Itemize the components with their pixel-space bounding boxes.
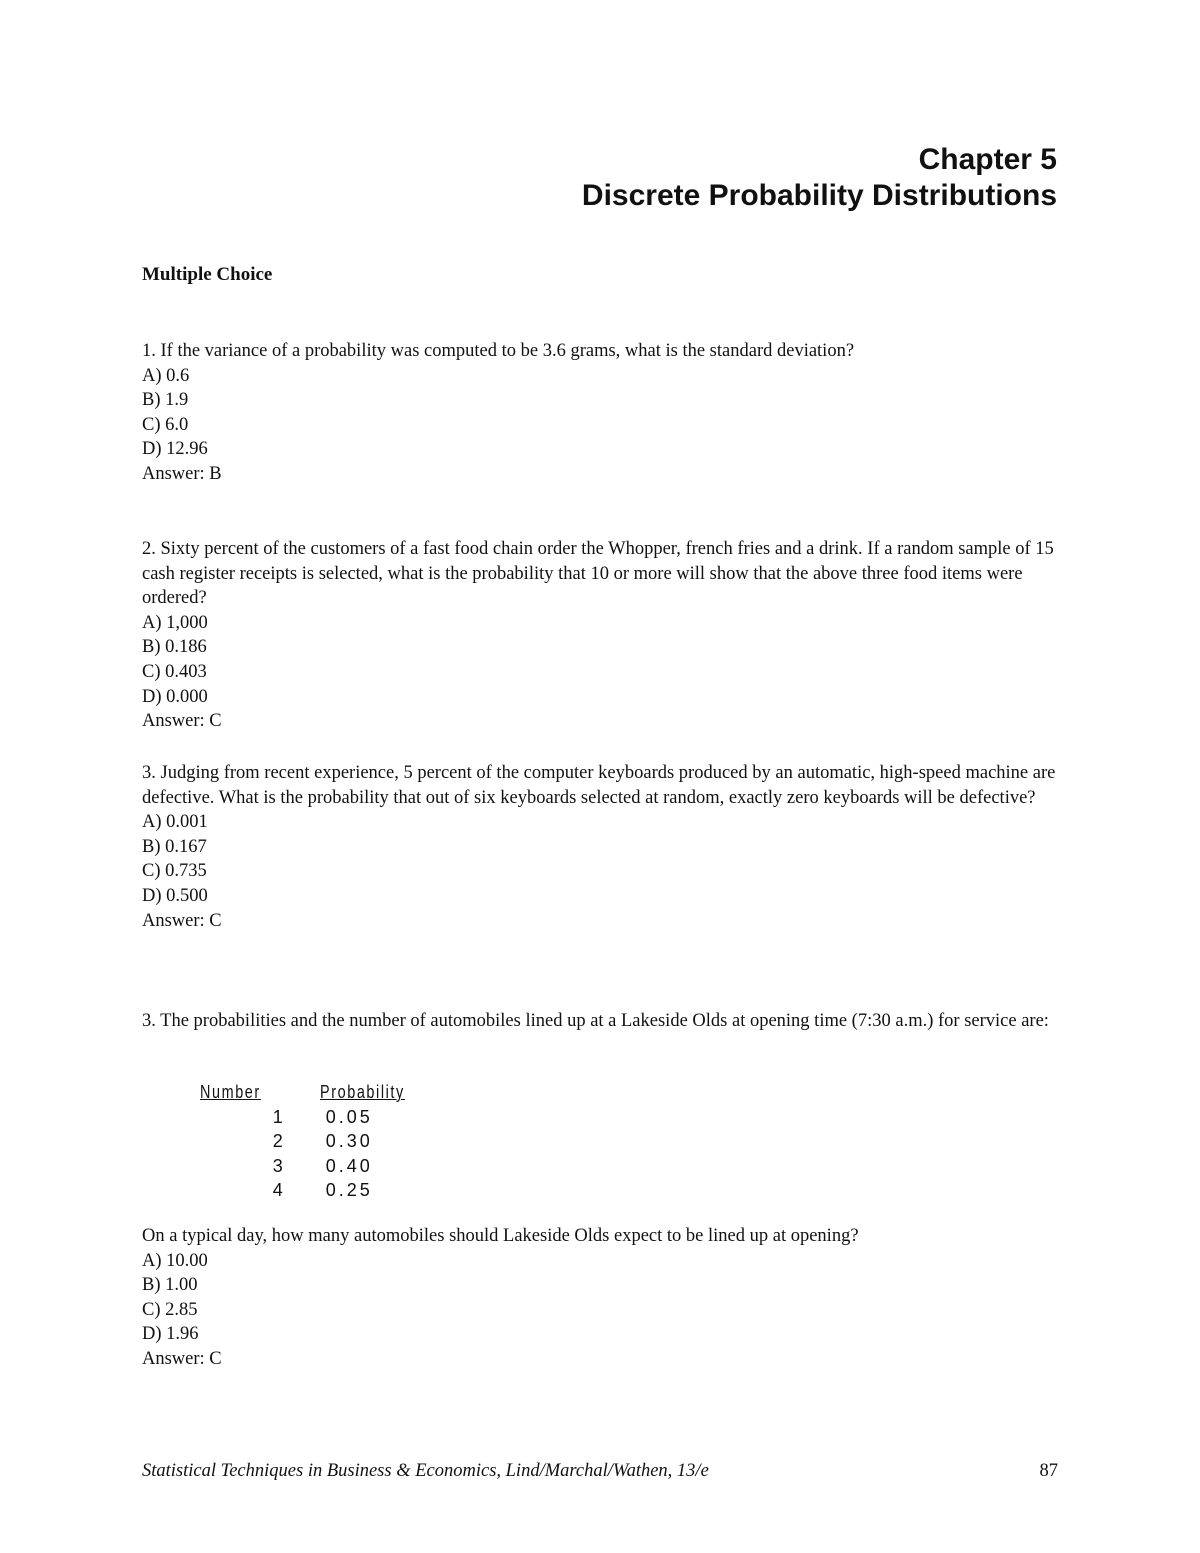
cell-number: 3 (272, 1155, 284, 1176)
page-number: 87 (1039, 1461, 1058, 1481)
option-b: B) 1.00 (142, 1275, 198, 1296)
chapter-title: Discrete Probability Distributions (581, 179, 1057, 212)
option-d: D) 0.500 (142, 885, 208, 906)
question-stem: 3. Judging from recent experience, 5 percent of the computer keyboards produced by an automatic, high-speed machine are defective. What is the probability that out of six keyboards selected at random, exactly zero keyboards will be defective? (142, 763, 1056, 808)
header-number: Number (200, 1082, 261, 1102)
option-c: C) 0.735 (142, 861, 207, 882)
option-c: C) 2.85 (142, 1299, 198, 1320)
cell-probability: 0.40 (325, 1155, 373, 1176)
cell-number: 1 (272, 1106, 284, 1127)
option-d: D) 1.96 (142, 1324, 199, 1345)
question-4-stem (142, 1009, 1062, 1034)
question-2 (142, 537, 1062, 734)
cell-number: 4 (272, 1180, 284, 1201)
cell-probability: 0.30 (325, 1131, 373, 1152)
question-stem: 2. Sixty percent of the customers of a fast food chain order the Whopper, french fries and a drink. If a random sample of 15 cash register receipts is selected, what is the probability that 10 or more will show that the above three food items were ordered? (142, 539, 1054, 609)
footer-citation: Statistical Techniques in Business & Economics, Lind/Marchal/Wathen, 13/e (142, 1461, 709, 1481)
question-3 (142, 761, 1062, 933)
question-stem: 1. If the variance of a probability was computed to be 3.6 grams, what is the standard deviation? (142, 341, 855, 361)
cell-probability: 0.25 (325, 1180, 373, 1201)
answer: Answer: C (142, 910, 222, 931)
question-1 (142, 339, 1062, 487)
cell-number: 2 (272, 1131, 284, 1152)
probability-table (200, 1080, 440, 1203)
option-d: D) 0.000 (142, 686, 208, 707)
option-a: A) 10.00 (142, 1250, 208, 1271)
option-a: A) 0.001 (142, 812, 208, 833)
option-a: A) 0.6 (142, 365, 190, 386)
table-row (200, 1178, 440, 1203)
table-row (200, 1154, 440, 1179)
page-footer (142, 1461, 1058, 1482)
table-row (200, 1129, 440, 1154)
option-c: C) 6.0 (142, 414, 189, 435)
table-header (200, 1080, 440, 1105)
option-b: B) 0.167 (142, 836, 207, 857)
cell-probability: 0.05 (325, 1106, 373, 1127)
option-d: D) 12.96 (142, 439, 208, 460)
question-4-body (142, 1224, 1062, 1372)
question-stem: 3. The probabilities and the number of automobiles lined up at a Lakeside Olds at opening time (7:30 a.m.) for service are: (142, 1011, 1049, 1031)
question-followup: On a typical day, how many automobiles should Lakeside Olds expect to be lined up at opening? (142, 1226, 859, 1246)
answer: Answer: B (142, 463, 222, 484)
header-probability: Probability (320, 1082, 405, 1102)
option-c: C) 0.403 (142, 661, 207, 682)
section-heading: Multiple Choice (142, 264, 273, 285)
chapter-number: Chapter 5 (918, 143, 1057, 176)
answer: Answer: C (142, 1348, 222, 1369)
table-row (200, 1105, 440, 1130)
option-a: A) 1,000 (142, 612, 208, 633)
option-b: B) 0.186 (142, 637, 207, 658)
answer: Answer: C (142, 711, 222, 732)
option-b: B) 1.9 (142, 390, 189, 411)
